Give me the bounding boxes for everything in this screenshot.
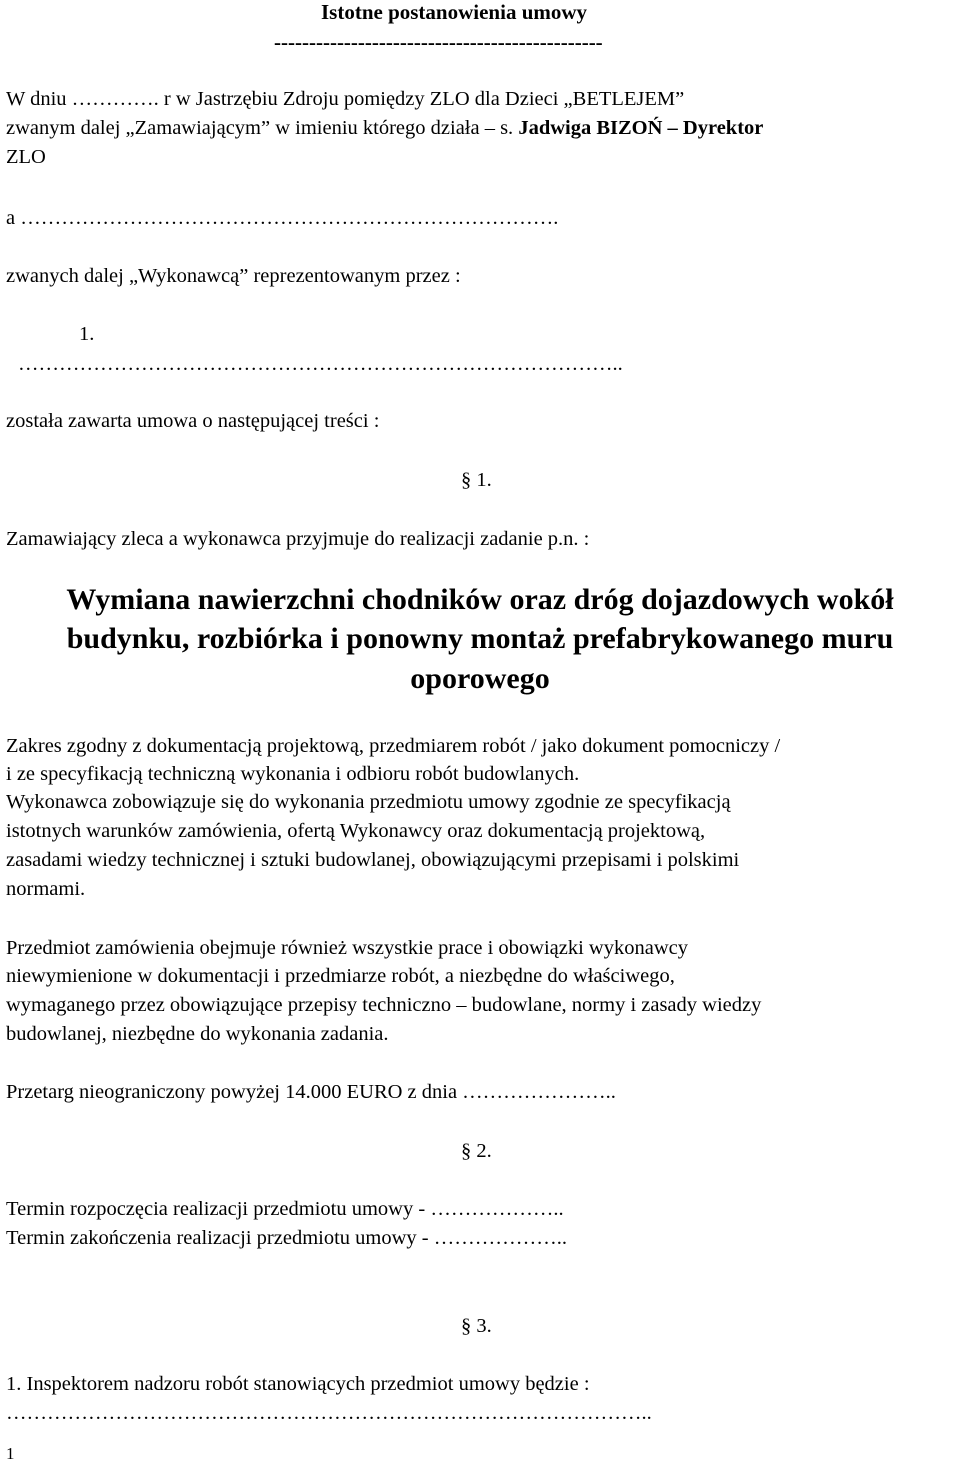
inspector-line: 1. Inspektorem nadzoru robót stanowiących przedmiot umowy będzie : [6,1373,590,1395]
tender-line: Przetarg nieograniczony powyżej 14.000 EURO z dnia ………………….. [6,1081,616,1103]
scope-line-3: Wykonawca zobowiązuje się do wykonania przedmiotu umowy zgodnie ze specyfikacją [6,791,731,813]
document-title: Istotne postanowienia umowy [321,0,588,24]
scope-line-4: istotnych warunków zamówienia, ofertą Wykonawcy oraz dokumentacją projektową, [6,820,706,842]
includes-line-3: wymaganego przez obowiązujące przepisy techniczno – budowlane, normy i zasady wiedzy [6,994,762,1016]
section-1-heading: § 1. [461,469,492,491]
task-title-line-2: budynku, rozbiórka i ponowny montaż prefabrykowanego muru [66,622,894,655]
section-3-heading: § 3. [461,1315,492,1337]
task-title-line-3: oporowego [410,662,550,695]
start-date-line: Termin rozpoczęcia realizacji przedmiotu umowy - ……………….. [6,1198,564,1220]
section-2-heading: § 2. [461,1140,492,1162]
director-name: Jadwiga BIZOŃ – Dyrektor [518,117,764,139]
includes-line-1: Przedmiot zamówienia obejmuje również wszystkie prace i obowiązki wykonawcy [6,937,688,959]
scope-line-5: zasadami wiedzy technicznej i sztuki budowlanej, obowiązującymi przepisami i polskimi [6,849,740,871]
parties-line-2 [6,116,763,140]
parties-line-3: ZLO [6,146,46,168]
task-intro: Zamawiający zleca a wykonawca przyjmuje do realizacji zadanie p.n. : [6,528,590,550]
contractor-blank: a ……………………………………………………………………. [6,207,559,229]
includes-line-2: niewymienione w dokumentacji i przedmiarze robót, a niezbędne do właściwego, [6,965,675,987]
inspector-blank: ………………………………………………………………………………….. [6,1402,652,1424]
contract-concluded: została zawarta umowa o następującej treści : [6,410,380,432]
representative-number: 1. [79,323,95,345]
page-number: 1 [6,1444,15,1463]
title-underline-rule: ----------------------------------------------- [274,30,603,54]
representative-blank: …………………………………………………………………………….. [18,353,623,375]
scope-line-6: normami. [6,878,86,900]
task-title-line-1: Wymiana nawierzchni chodników oraz dróg dojazdowych wokół [66,583,894,616]
includes-line-4: budowlanej, niezbędne do wykonania zadania. [6,1023,389,1045]
end-date-line: Termin zakończenia realizacji przedmiotu umowy - ……………….. [6,1227,567,1249]
parties-line-2-text: zwanym dalej „Zamawiającym” w imieniu którego działa – s. [6,117,519,139]
scope-line-1: Zakres zgodny z dokumentacją projektową, przedmiarem robót / jako dokument pomocniczy / [6,735,781,757]
contractor-named: zwanych dalej „Wykonawcą” reprezentowanym przez : [6,265,461,287]
parties-line-1: W dniu …………. r w Jastrzębiu Zdroju pomiędzy ZLO dla Dzieci „BETLEJEM” [6,88,685,110]
scope-line-2: i ze specyfikacją techniczną wykonania i odbioru robót budowlanych. [6,763,580,785]
